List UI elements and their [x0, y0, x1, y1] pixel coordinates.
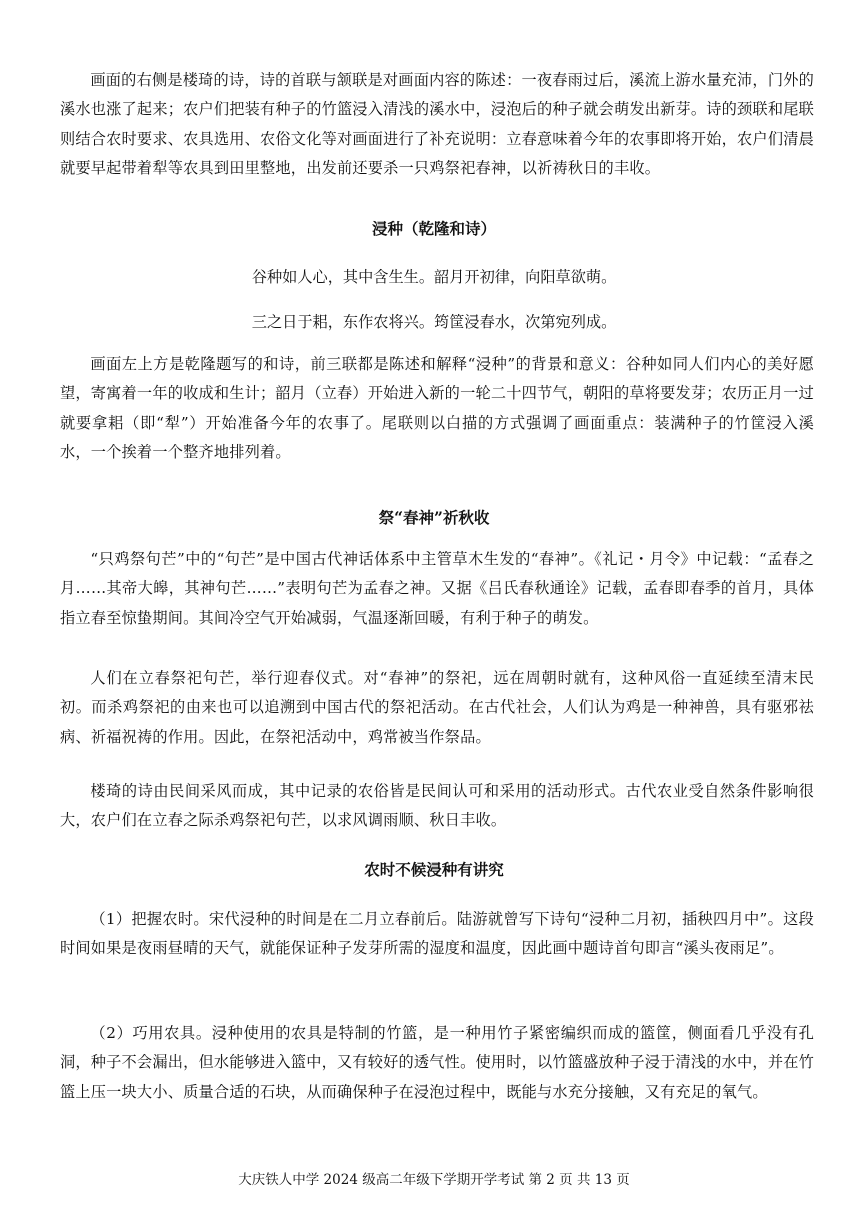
- page-footer: 大庆铁人中学 2024 级高二年级下学期开学考试 第 2 页 共 13 页: [238, 1172, 630, 1188]
- poem-line-1: 谷种如人心，其中含生生。韶月开初律，向阳草欲萌。: [251, 268, 617, 286]
- paragraph-item-2: （2）巧用农具。浸种使用的农具是特制的竹篮，是一种用竹子紧密编织而成的篮筐，侧面看几乎没有孔洞，种子不会漏出，但水能够进入篮中，又有较好的透气性。使用时，以竹篮盛放种子浸于清浅的水中，并在竹篮上压一块大小、质量合适的石块，从而确保种子在浸泡过程中，既能与水充分接触，又有充足的氧气。: [60, 1024, 814, 1101]
- paragraph-qianlong-explanation: 画面左上方是乾隆题写的和诗，前三联都是陈述和解释“浸种”的背景和意义：谷种如同人们内心的美好愿望，寄寓着一年的收成和生计；韶月（立春）开始进入新的一轮二十四节气，朝阳的草将要发芽；农历正月一过就要拿耜（即“犁”）开始准备今年的农事了。尾联则以白描的方式强调了画面重点：装满种子的竹筐浸入溪水，一个挨着一个整齐地排列着。: [60, 355, 814, 462]
- paragraph-intro: 画面的右侧是楼琦的诗，诗的首联与颔联是对画面内容的陈述：一夜春雨过后，溪流上游水量充沛，门外的溪水也涨了起来；农户们把装有种子的竹篮浸入清浅的溪水中，浸泡后的种子就会萌发出新芽。诗的颈联和尾联则结合农时要求、农具选用、农俗文化等对画面进行了补充说明：立春意味着今年的农事即将开始，农户们清晨就要早起带着犁等农具到田里整地，出发前还要杀一只鸡祭祀春神，以祈祷秋日的丰收。: [60, 71, 814, 178]
- paragraph-jumang-2: 人们在立春祭祀句芒，举行迎春仪式。对“春神”的祭祀，远在周朝时就有，这种风俗一直延续至清末民初。而杀鸡祭祀的由来也可以追溯到中国古代的祭祀活动。在古代社会，人们认为鸡是一种神兽，具有驱邪祛病、祈福祝祷的作用。因此，在祭祀活动中，鸡常被当作祭品。: [60, 669, 814, 746]
- paragraph-jumang-1: “只鸡祭句芒”中的“句芒”是中国古代神话体系中主管草木生发的“春神”。《礼记・月令》中记载：“孟春之月……其帝大皞，其神句芒……”表明句芒为孟春之神。又据《吕氏春秋通诠》记载，孟春即春季的首月，具体指立春至惊蛰期间。其间冷空气开始减弱，气温逐渐回暖，有利于种子的萌发。: [60, 550, 814, 627]
- paragraph-item-1: （1）把握农时。宋代浸种的时间是在二月立春前后。陆游就曾写下诗句“浸种二月初，插秧四月中”。这段时间如果是夜雨昼晴的天气，就能保证种子发芽所需的湿度和温度，因此画中题诗首句即言“溪头夜雨足”。: [60, 910, 814, 958]
- section-heading-farming: 农时不候浸种有讲究: [364, 860, 504, 879]
- poem-line-2: 三之日于耜，东作农将兴。筠筐浸春水，次第宛列成。: [251, 313, 617, 331]
- paragraph-jumang-3: 楼琦的诗由民间采风而成，其中记录的农俗皆是民间认可和采用的活动形式。古代农业受自然条件影响很大，农户们在立春之际杀鸡祭祀句芒，以求风调雨顺、秋日丰收。: [60, 782, 814, 830]
- poem-title: 浸种（乾隆和诗）: [371, 219, 496, 238]
- section-heading-jumang: 祭“春神”祈秋收: [378, 508, 490, 527]
